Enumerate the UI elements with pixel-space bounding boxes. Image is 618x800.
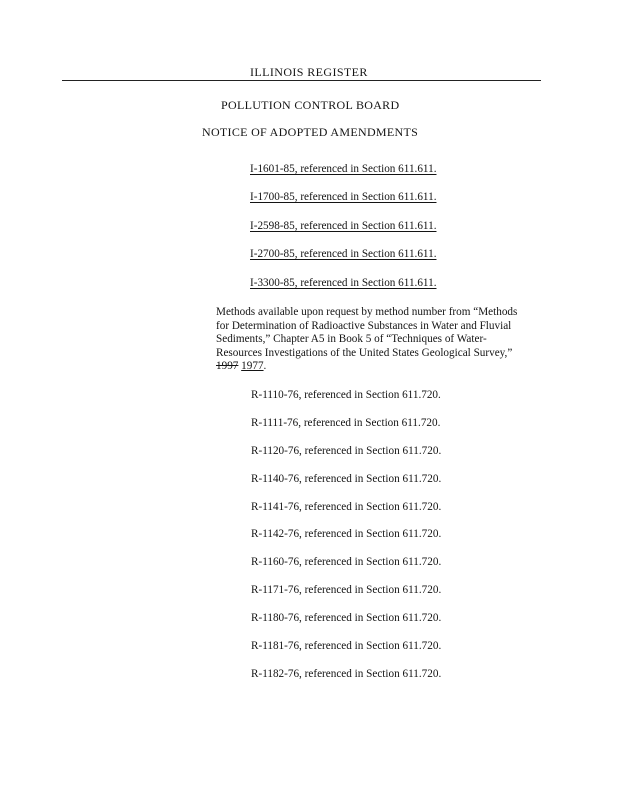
reference-item: R-1140-76, referenced in Section 611.720.: [251, 472, 442, 485]
methods-year-line: [216, 360, 556, 374]
reference-item: R-1180-76, referenced in Section 611.720.: [251, 612, 442, 625]
reference-item: R-1181-76, referenced in Section 611.720.: [251, 640, 442, 653]
reference-item: R-1142-76, referenced in Section 611.720.: [251, 528, 442, 541]
reference-item: R-1182-76, referenced in Section 611.720.: [251, 667, 442, 680]
reference-list: [251, 389, 441, 696]
period: .: [263, 360, 267, 373]
reference-item: I-2598-85, referenced in Section 611.611.: [250, 219, 437, 232]
reference-list-underlined: [250, 163, 437, 305]
reference-item: I-3300-85, referenced in Section 611.611.: [250, 276, 437, 289]
reference-item: I-1601-85, referenced in Section 611.611.: [250, 163, 437, 175]
inserted-year: 1977: [241, 360, 264, 373]
reference-item: I-1700-85, referenced in Section 611.611.: [250, 191, 437, 204]
page-header: [62, 66, 541, 81]
board-heading: POLLUTION CONTROL BOARD: [221, 98, 400, 112]
methods-line: Methods available upon request by method number from “Methods: [216, 306, 518, 318]
reference-item: R-1120-76, referenced in Section 611.720.: [251, 444, 442, 457]
reference-item: R-1171-76, referenced in Section 611.720.: [251, 584, 442, 597]
reference-item: R-1160-76, referenced in Section 611.720.: [251, 556, 442, 569]
reference-item: R-1110-76, referenced in Section 611.720.: [251, 389, 441, 401]
reference-item: R-1111-76, referenced in Section 611.720.: [251, 416, 441, 429]
methods-line: Sediments,” Chapter A5 in Book 5 of “Techniques of Water-: [216, 333, 487, 346]
struck-year: 1997: [216, 360, 239, 373]
methods-line: Resources Investigations of the United States Geological Survey,”: [216, 346, 513, 359]
notice-heading: NOTICE OF ADOPTED AMENDMENTS: [202, 125, 419, 139]
reference-item: I-2700-85, referenced in Section 611.611.: [250, 248, 437, 261]
methods-paragraph: [216, 306, 556, 374]
header-title: ILLINOIS REGISTER: [250, 65, 368, 79]
reference-item: R-1141-76, referenced in Section 611.720.: [251, 500, 442, 513]
methods-line: for Determination of Radioactive Substances in Water and Fluvial: [216, 319, 512, 332]
